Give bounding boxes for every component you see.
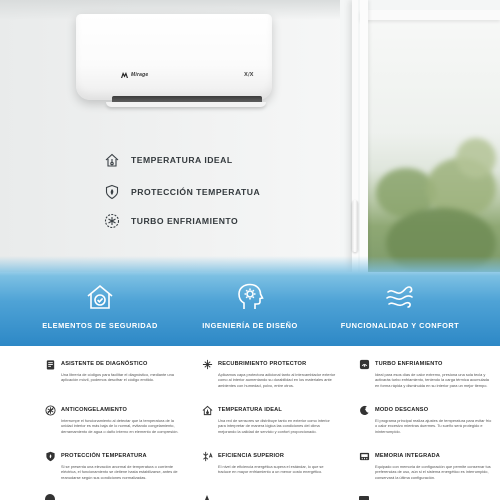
ac-model-badge: X/X [244, 72, 254, 78]
detail-title: ASISTENTE DE DIAGNÓSTICO [61, 361, 148, 367]
ac-louver [106, 102, 266, 107]
band-label: ELEMENTOS DE SEGURIDAD [42, 321, 158, 330]
hero-feature-label: TURBO ENFRIAMIENTO [131, 216, 239, 226]
detail-text: Una red de sensores se distribuye tanto en exterior como interior para interpretar de manera lógica las condiciones del clima mejorando la calidad de servicio y confort proporcionado. [218, 418, 330, 434]
detail-item-temp-protection [44, 450, 194, 480]
air-flow-icon [385, 282, 415, 312]
partial-icon-row [44, 492, 56, 500]
detail-item-diagnostic [44, 358, 194, 383]
detail-text: Interrumpe el funcionamiento al detectar que la temperatura de la unidad interior es más baja de lo normal, evitando congelamiento, derramamiento de agua o daño interno en elemento de compresión. [61, 418, 179, 434]
ac-brand-name: Mirage [131, 72, 149, 78]
band-label: FUNCIONALIDAD Y CONFORT [340, 321, 460, 330]
detail-text: Si se presenta una elevación anormal de temperatura o corriente eléctrica, el funcionamiento se detiene hasta estabilizarse, antes de reanudarse según sus condiciones normalizadas. [61, 464, 178, 480]
diagnostic-clipboard-icon [44, 358, 56, 370]
detail-item-coating [201, 358, 351, 388]
ac-body [76, 14, 272, 100]
band-item-comfort [317, 282, 483, 330]
window-handle [352, 200, 358, 252]
detail-title: ANTICONGELAMIENTO [61, 407, 128, 413]
brand-logo-icon [121, 72, 130, 78]
detail-title: MODO DESCANSO [375, 407, 429, 413]
partial-icon-row [201, 492, 213, 500]
detail-title: TURBO ENFRIAMIENTO [375, 361, 443, 367]
detail-text: El nivel de eficiencia energética supera el estándar, lo que se traduce en mayor enfriamiento a un menor costo energético. [218, 464, 324, 475]
feature-band [0, 256, 500, 346]
detail-item-antifreeze [44, 404, 194, 434]
hero-feature-protection [103, 182, 260, 202]
turbo-cooling-icon [358, 358, 370, 370]
hero-feature-label: TEMPERATURA IDEAL [131, 155, 233, 165]
detail-item-ideal-temp [201, 404, 351, 434]
detail-item-sleep [358, 404, 500, 434]
detail-title: RECUBRIMIENTO PROTECTOR [218, 361, 307, 367]
detail-text: Equipado con memoria de configuración que permite conservar tus preferencias de uso, aún si el sistema energético es interrumpido, conservará la última configuración. [375, 464, 491, 480]
anti-freeze-icon [44, 404, 56, 416]
ideal-temperature-icon [201, 404, 213, 416]
air-conditioner-unit [76, 14, 272, 108]
detail-text: Aplicamos capa protectora adicional tanto al intercambiador exterior como al interior aumentando su durabilidad en los materiales ante ambientes con humedad, polvo, entre otros. [218, 372, 336, 388]
hero-feature-temperature [103, 150, 233, 170]
detail-text: Una librería de códigos para facilitar el diagnóstico, mediante una aplicación móvil, podemos descifrar el código emitido. [61, 372, 174, 383]
detail-item-memory [358, 450, 500, 480]
window-mullion [360, 0, 368, 272]
smart-home-thermometer-icon [103, 151, 121, 169]
band-label: INGENIERÍA DE DISEÑO [202, 321, 298, 330]
hero-feature-turbo [103, 211, 238, 231]
window-frame [352, 0, 500, 272]
temperature-protection-icon [44, 450, 56, 462]
head-gear-icon [235, 282, 265, 312]
window-top-bar [360, 10, 500, 20]
protective-coating-icon [201, 358, 213, 370]
details-grid [0, 346, 500, 500]
detail-text: El programa principal realiza ajustes de temperatura para evitar frío o calor excesivo mientras duermes. Tu sueño será protegido e ininterrumpido. [375, 418, 492, 434]
shield-flame-icon [103, 183, 121, 201]
detail-title: TEMPERATURA IDEAL [218, 407, 282, 413]
detail-item-efficiency [201, 450, 351, 475]
band-item-design [167, 282, 333, 330]
superior-efficiency-icon [201, 450, 213, 462]
partial-icon-row [358, 492, 370, 500]
band-item-security [17, 282, 183, 330]
detail-text: Ideal para esos días de calor extremo, presiona una sola tecla y activarás turbo enfriamiento, teniendo la carga térmica acumulada en forma rápida y disminuida en su interior para un mejor tiempo. [375, 372, 489, 388]
snowflake-gear-icon [103, 212, 121, 230]
hero-feature-label: PROTECCIÓN TEMPERATUA [131, 187, 261, 197]
integrated-memory-icon [358, 450, 370, 462]
detail-item-turbo [358, 358, 500, 388]
house-check-icon [85, 282, 115, 312]
detail-title: PROTECCIÓN TEMPERATURA [61, 453, 147, 459]
detail-title: EFICIENCIA SUPERIOR [218, 453, 285, 459]
sleep-mode-icon [358, 404, 370, 416]
detail-title: MEMORIA INTEGRADA [375, 453, 441, 459]
